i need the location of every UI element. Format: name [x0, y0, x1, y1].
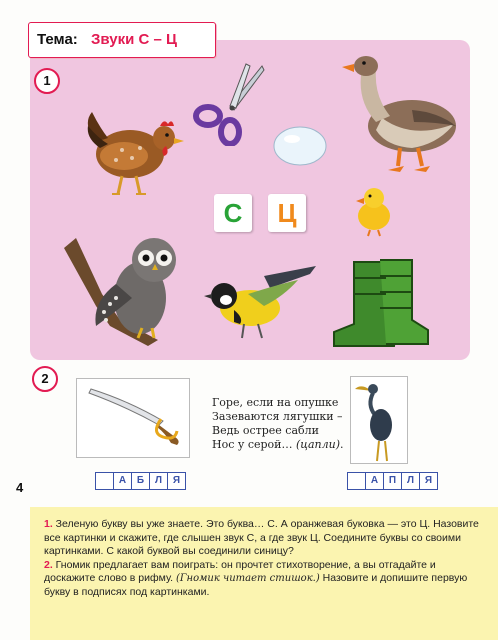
word2-letter: Я	[419, 472, 438, 490]
instruction-2-text-b: Назовите и допишите первую букву в подписях под картинками.	[44, 572, 468, 598]
letter-card-ts[interactable]: Ц	[268, 194, 306, 232]
goose-image	[342, 48, 466, 178]
word1-letter: А	[113, 472, 132, 490]
exercise-number-1: 1	[34, 68, 60, 94]
word-aplya	[348, 472, 438, 490]
instructions	[44, 518, 488, 599]
instruction-2-text-a: Гномик предлагает вам поиграть: он прочтет стихотворение, а вы отгадайте и доскажите слово в рифму.	[44, 558, 436, 584]
topic-label: Тема:	[37, 31, 78, 48]
heron-picture-frame	[350, 376, 408, 464]
poem-line-1: Горе, если на опушке	[212, 396, 339, 409]
boots-image	[330, 258, 438, 350]
owl-image	[62, 228, 188, 348]
topic-title: Звуки С – Ц	[91, 31, 177, 48]
poem	[212, 396, 352, 452]
word-abla	[96, 472, 186, 490]
saber-image	[77, 379, 189, 457]
instruction-2	[44, 559, 488, 600]
word2-letter-blank[interactable]	[347, 472, 366, 490]
scissors-image	[192, 62, 268, 146]
word2-letter: А	[365, 472, 384, 490]
page-number: 4	[16, 480, 24, 495]
word2-letter: Л	[401, 472, 420, 490]
word2-letter: П	[383, 472, 402, 490]
poem-line-2: Зазеваются лягушки –	[212, 410, 343, 423]
instruction-2-number: 2.	[44, 558, 53, 571]
poem-answer: (цапли)	[296, 438, 341, 451]
poem-line-4-end: .	[340, 438, 344, 451]
word1-letter-blank[interactable]	[95, 472, 114, 490]
word1-letter: Я	[167, 472, 186, 490]
word1-letter: Б	[131, 472, 150, 490]
titmouse-image	[204, 266, 320, 344]
poem-line-4-text: Нос у серой…	[212, 438, 297, 451]
poem-line-4	[212, 438, 352, 452]
topic-header	[28, 22, 216, 58]
hen-image	[78, 104, 190, 200]
instruction-2-italic: (Гномик читает стишок.)	[175, 573, 320, 584]
letter-card-s[interactable]: С	[214, 194, 252, 232]
saber-picture-frame	[76, 378, 190, 458]
instruction-1-text: Зеленую букву вы уже знаете. Это буква… С. А оранжевая буковка — это Ц. Назовите все картинки и скажите, где слышен звук С, а где звук Ц. Соедините буквы со своими картинками. С какой буквой вы соединили синицу?	[44, 518, 479, 557]
word1-letter: Л	[149, 472, 168, 490]
poem-line-3: Ведь острее сабли	[212, 424, 319, 437]
chick-image	[352, 184, 396, 238]
heron-image	[351, 377, 407, 463]
egg-image	[272, 124, 328, 168]
instruction-1-number: 1.	[44, 518, 53, 530]
instruction-1	[44, 518, 488, 559]
exercise-number-2: 2	[32, 366, 58, 392]
